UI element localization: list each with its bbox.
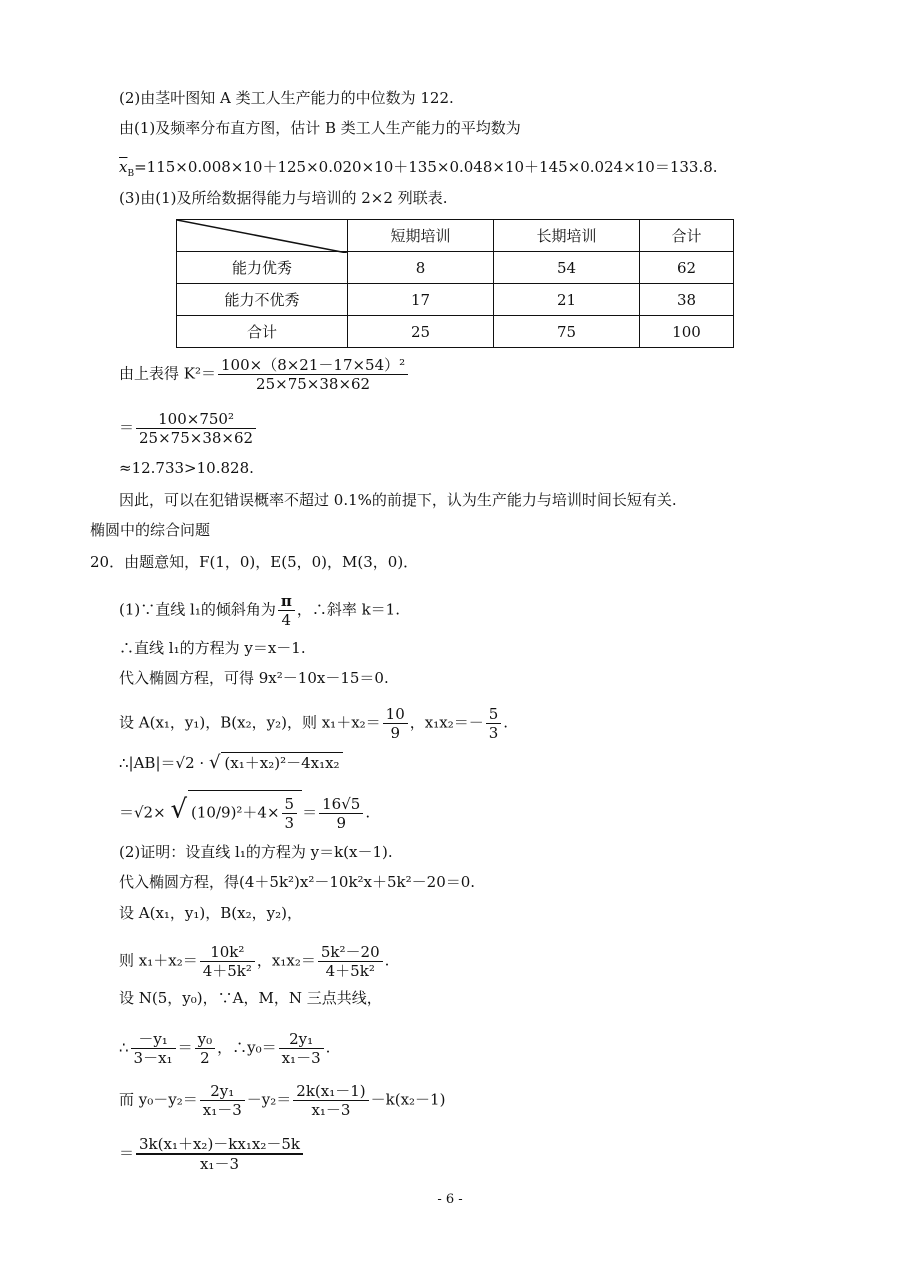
table-header-long: 长期培训 [494, 220, 640, 252]
vieta2-product-fraction [318, 943, 383, 980]
table-row [177, 316, 734, 348]
vieta1-product-fraction [486, 705, 502, 742]
vieta2-mid: ，x₁x₂＝ [256, 951, 316, 970]
ab-value-radicand-a: (10/9)²＋4× [191, 803, 280, 822]
diff-prefix: 而 y₀－y₂＝ [119, 1090, 198, 1109]
ab-result-fraction [319, 795, 363, 832]
table-cell: 合计 [177, 316, 348, 348]
y0-suffix: . [325, 1038, 331, 1057]
ab-prefix: ∴|AB|＝√2 · [119, 754, 205, 772]
final-prefix: ＝ [119, 1144, 135, 1162]
line-b-mean-intro: 由(1)及频率分布直方图，估计 B 类工人生产能力的平均数为 [119, 119, 521, 137]
vieta2-sum-num: 10k² [200, 943, 255, 962]
vieta2-prefix: 则 x₁＋x₂＝ [119, 951, 198, 970]
line-slope [119, 592, 400, 629]
table-cell: 62 [640, 252, 734, 284]
ab-value-suffix: . [365, 803, 371, 822]
vieta1-sum-num: 10 [383, 705, 408, 724]
y0-fraction-2 [195, 1030, 216, 1067]
line-y0 [119, 1030, 330, 1067]
five-thirds-den: 3 [284, 814, 295, 832]
vieta2-sum-fraction [200, 943, 255, 980]
section-heading: 椭圆中的综合问题 [90, 521, 211, 539]
final-fraction [136, 1135, 303, 1173]
table-row [177, 284, 734, 316]
line-l1-equation: ∴直线 l₁的方程为 y＝x－1. [119, 639, 306, 657]
table-cell: 54 [494, 252, 640, 284]
vieta1-sum-den: 9 [390, 724, 400, 742]
ab-value-radicand [188, 790, 302, 832]
y0-frac2-den: 2 [200, 1049, 210, 1067]
mean-expression: =115×0.008×10＋125×0.020×10＋135×0.048×10＋145×0.024×10＝133.8. [134, 158, 718, 176]
vieta1-sum-fraction [383, 705, 408, 742]
y0-fraction-3 [279, 1030, 324, 1067]
final-num: 3k(x₁＋x₂)－kx₁x₂－5k [136, 1135, 303, 1155]
table-row [177, 252, 734, 284]
table-cell: 75 [494, 316, 640, 348]
table-cell: 17 [348, 284, 494, 316]
k2-numerator: 100×（8×21－17×54）² [218, 356, 408, 375]
line-set-points: 设 A(x₁，y₁)，B(x₂，y₂)， [119, 904, 302, 922]
k2-fraction [218, 356, 408, 393]
line-vieta-2 [119, 943, 389, 980]
vieta1-prefix: 设 A(x₁，y₁)，B(x₂，y₂)，则 x₁＋x₂＝ [119, 713, 381, 732]
line-substitute-2: 代入椭圆方程，得(4＋5k²)x²－10k²x＋5k²－20＝0. [119, 873, 476, 891]
page-number: - 6 - [437, 1192, 463, 1207]
pi-numerator: π [278, 592, 295, 611]
table-header-short: 短期培训 [348, 220, 494, 252]
y0-frac2-num: y₀ [195, 1030, 216, 1049]
table-cell: 21 [494, 284, 640, 316]
diff-frac1-num: 2y₁ [200, 1082, 245, 1101]
ab-result-den: 9 [336, 814, 346, 832]
k2-denominator: 25×75×38×62 [256, 375, 371, 393]
y0-eq: ＝ [177, 1038, 193, 1057]
y0-frac3-num: 2y₁ [279, 1030, 324, 1049]
line-ab-value [119, 790, 370, 832]
y0-mid: ，∴y₀＝ [217, 1038, 277, 1057]
diff-fraction-2 [293, 1082, 368, 1119]
k2-step2-numerator: 100×750² [136, 410, 256, 429]
diff-frac2-den: x₁－3 [311, 1101, 351, 1119]
slope-prefix: (1)∵直线 l₁的倾斜角为 [119, 600, 276, 619]
vieta1-product-num: 5 [486, 705, 502, 724]
y0-prefix: ∴ [119, 1038, 129, 1057]
line-conclusion: 因此，可以在犯错误概率不超过 0.1%的前提下，认为生产能力与培训时间长短有关. [119, 491, 677, 509]
table-cell: 能力优秀 [177, 252, 348, 284]
vieta1-suffix: . [503, 713, 509, 732]
k2-step2-fraction [136, 410, 256, 447]
vieta1-mid: ，x₁x₂＝－ [409, 713, 484, 732]
vieta2-suffix: . [384, 951, 390, 970]
y0-fraction-1 [131, 1030, 176, 1067]
table-cell: 100 [640, 316, 734, 348]
table-corner-cell [177, 220, 348, 252]
five-thirds-num: 5 [282, 795, 298, 814]
diff-mid: －y₂＝ [246, 1090, 292, 1109]
table-cell: 38 [640, 284, 734, 316]
diff-fraction-1 [200, 1082, 245, 1119]
table-header-total: 合计 [640, 220, 734, 252]
line-ab-length [119, 752, 343, 773]
line-substitute-1: 代入椭圆方程，可得 9x²－10x－15＝0. [119, 669, 389, 687]
line-part3-intro: (3)由(1)及所给数据得能力与培训的 2×2 列联表. [119, 189, 448, 207]
line-part2-median: (2)由茎叶图知 A 类工人生产能力的中位数为 122. [119, 89, 454, 107]
final-den: x₁－3 [199, 1155, 239, 1173]
line-q20-intro: 20．由题意知，F(1，0)，E(5，0)，M(3，0)． [90, 553, 419, 571]
mean-subscript: B [127, 169, 135, 179]
ab-value-eq: ＝ [302, 803, 318, 822]
vieta2-product-den: 4＋5k² [325, 962, 375, 980]
k2-step2-prefix: ＝ [119, 418, 135, 437]
line-final-expression [119, 1135, 305, 1173]
line-b-mean-calc [119, 157, 718, 177]
y0-frac3-den: x₁－3 [281, 1049, 321, 1067]
slope-suffix: ，∴斜率 k＝1. [296, 600, 400, 619]
table-cell: 8 [348, 252, 494, 284]
sqrt-sign-large: √ [170, 794, 188, 825]
table-cell: 能力不优秀 [177, 284, 348, 316]
diff-frac2-num: 2k(x₁－1) [293, 1082, 368, 1101]
diff-frac1-den: x₁－3 [202, 1101, 242, 1119]
mean-symbol: $\overline{x}$ [119, 158, 128, 176]
sqrt-sign: √ [208, 752, 221, 773]
line-y0-minus-y2 [119, 1082, 445, 1119]
y0-frac1-den: 3－x₁ [133, 1049, 173, 1067]
table-header-row [177, 220, 734, 252]
line-k2-result: ≈12.733>10.828. [119, 459, 254, 477]
pi-over-4-fraction [278, 592, 295, 629]
diagonal-line [177, 220, 347, 253]
contingency-table [176, 219, 734, 348]
pi-denominator: 4 [281, 611, 292, 629]
vieta2-product-num: 5k²－20 [318, 943, 383, 962]
line-collinear: 设 N(5，y₀)，∵A，M，N 三点共线， [119, 989, 382, 1007]
vieta2-sum-den: 4＋5k² [202, 962, 252, 980]
k2-prefix: 由上表得 K²＝ [119, 364, 216, 383]
table-cell: 25 [348, 316, 494, 348]
ab-radicand: (x₁＋x₂)²－4x₁x₂ [221, 752, 342, 773]
line-k2-step2 [119, 410, 258, 447]
k2-step2-denominator: 25×75×38×62 [139, 429, 254, 447]
five-thirds-fraction [282, 795, 298, 832]
ab-value-prefix: ＝√2× [119, 803, 166, 822]
y0-frac1-num: －y₁ [131, 1030, 176, 1049]
diff-suffix: －k(x₂－1) [370, 1090, 446, 1109]
line-vieta-1 [119, 705, 508, 742]
line-proof-intro: (2)证明：设直线 l₁的方程为 y＝k(x－1). [119, 843, 393, 861]
line-k2-formula [119, 356, 410, 393]
ab-result-num: 16√5 [319, 795, 363, 814]
vieta1-product-den: 3 [488, 724, 499, 742]
